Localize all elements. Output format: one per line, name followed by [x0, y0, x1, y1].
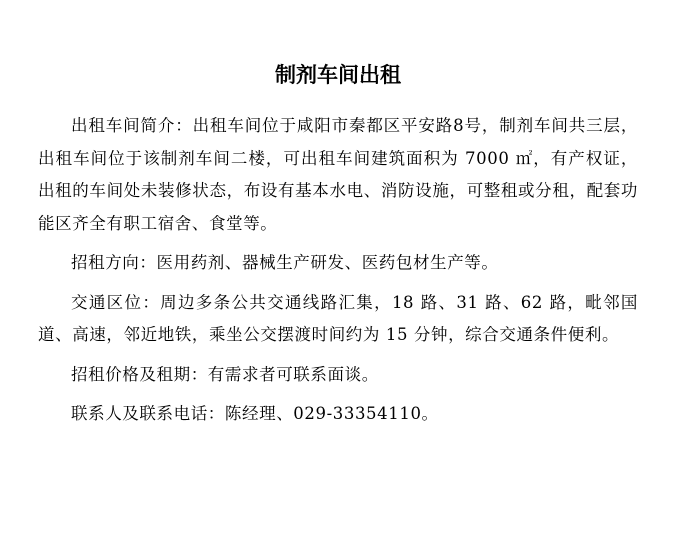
paragraph-contact: 联系人及联系电话：陈经理、029-33354110。 [71, 404, 439, 423]
paragraph-price-term: 招租价格及租期：有需求者可联系面谈。 [71, 364, 379, 384]
document-title: 制剂车间出租 [275, 63, 401, 87]
paragraph-tenant-direction: 招租方向：医用药剂、器械生产研发、医药包材生产等。 [71, 253, 499, 272]
document [38, 60, 638, 431]
paragraph-intro: 出租车间简介：出租车间位于咸阳市秦都区平安路8号，制剂车间共三层，出租车间位于该制剂车间二楼，可出租车间建筑面积为 7000 ㎡，有产权证，出租的车间处未装修状态，布设有基本水电、消防设施，可整租或分租，配套功能区齐全有职工宿舍、食堂等。 [38, 116, 638, 233]
paragraph-transport: 交通区位：周边多条公共交通线路汇集，18 路、31 路、62 路，毗邻国道、高速，邻近地铁，乘坐公交摆渡时间约为 15 分钟，综合交通条件便利。 [38, 292, 638, 344]
